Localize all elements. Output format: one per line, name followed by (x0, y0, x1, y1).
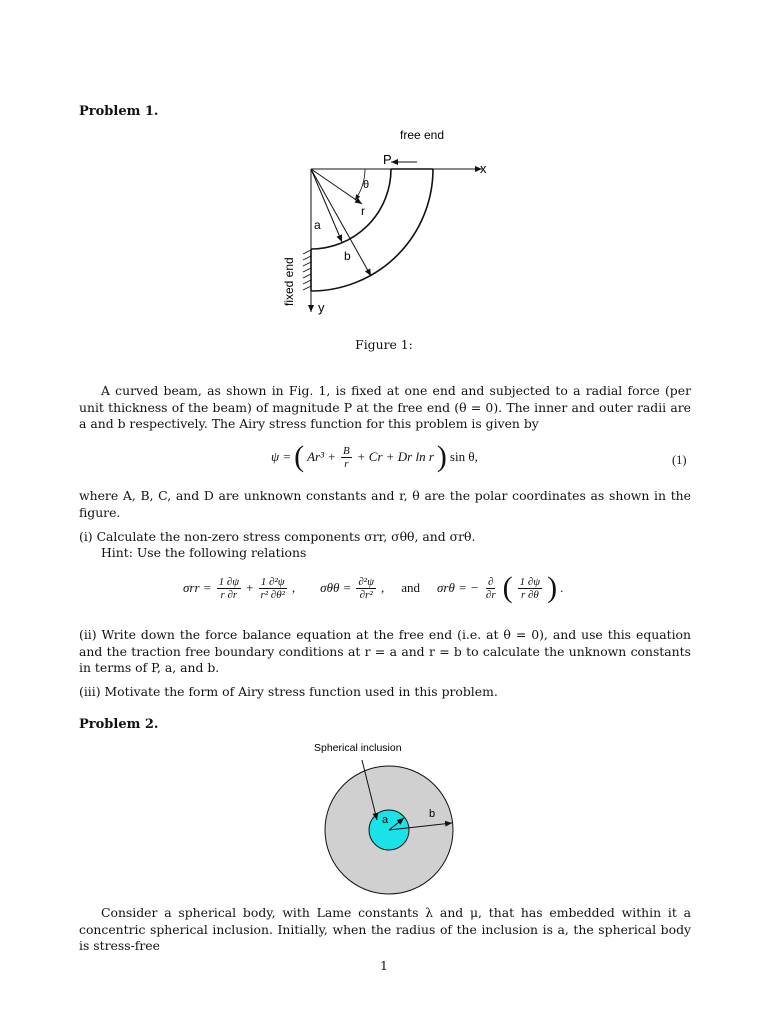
page-number: 1 (380, 958, 388, 973)
figure-2-spherical-inclusion (300, 736, 480, 896)
problem-1-hint: Hint: Use the following relations (101, 545, 307, 560)
r-label: r (361, 204, 365, 218)
fig2-a-label: a (382, 814, 389, 826)
problem-1-part-iii: (iii) Motivate the form of Airy stress function used in this problem. (79, 684, 498, 699)
fixed-end-label: fixed end (282, 257, 296, 306)
hint-f5-num: 1 ∂ψ (519, 575, 541, 588)
x-label: x (480, 161, 487, 176)
hint-f1-den: r ∂r (220, 588, 238, 601)
y-label: y (318, 300, 325, 315)
hint-frac-5 (518, 576, 543, 601)
hint-comma-2: , (380, 580, 385, 595)
hint-equations (183, 573, 563, 603)
hint-s-rt: σrθ = − (436, 580, 479, 595)
eq1-term2: + Cr + Dr ln r (356, 449, 434, 464)
theta-label: θ (363, 179, 370, 191)
hint-frac-4 (484, 576, 498, 601)
hint-comma-1: , (291, 580, 296, 595)
hint-close-paren: ) (547, 571, 558, 604)
hint-f5-den: r ∂θ (520, 588, 539, 601)
hint-f2-num: 1 ∂²ψ (260, 575, 285, 588)
hint-f4-num: ∂ (488, 575, 494, 588)
hint-f3-num: ∂²ψ (358, 575, 374, 588)
problem-1-part-i: (i) Calculate the non-zero stress components σrr, σθθ, and σrθ. (79, 529, 476, 544)
hint-s-tt: σθθ = (320, 580, 352, 595)
hint-period: . (560, 580, 564, 595)
spherical-inclusion-label: Spherical inclusion (314, 742, 402, 754)
eq1-tail: sin θ, (449, 449, 478, 464)
fixed-end-hatching (303, 250, 311, 290)
equation-1 (271, 442, 478, 472)
equation-1-number: (1) (672, 453, 687, 467)
hint-plus: + (246, 580, 254, 595)
problem-1-intro: A curved beam, as shown in Fig. 1, is fixed at one end and subjected to a radial force (per unit thickness of the beam) of magnitude P at the free end (θ = 0). The inner and outer radii are a and b respectively. The Airy stress function for this problem is given by (79, 383, 691, 431)
figure-1-caption (0, 337, 768, 352)
problem-2-text: Consider a spherical body, with Lame constants λ and μ, that has embedded within it a concentric spherical inclusion. Initially, when the radius of the inclusion is a, the spherical body is stress-free (79, 905, 691, 953)
hint-and: and (401, 580, 420, 595)
eq1-close-paren: ) (436, 440, 447, 473)
b-label: b (344, 249, 351, 263)
hint-frac-1 (217, 576, 242, 601)
problem-1-heading: Problem 1. (79, 104, 159, 119)
page-number-wrap (0, 958, 768, 973)
hint-open-paren: ( (502, 571, 513, 604)
hint-frac-3 (356, 576, 376, 601)
eq1-open-paren: ( (294, 440, 305, 473)
eq1-fraction (341, 445, 352, 470)
outer-arc (311, 169, 433, 291)
p-label: P (383, 152, 392, 167)
eq1-frac-num: B (343, 444, 350, 457)
hint-f4-den: ∂r (485, 588, 496, 601)
figure-1-curved-beam (270, 122, 510, 322)
problem-1-part-ii: (ii) Write down the force balance equation at the free end (i.e. at θ = 0), and use this equation and the traction free boundary conditions at r = a and r = b to calculate the unknown constants in terms of P, a, and b. (79, 627, 691, 675)
eq1-frac-den: r (344, 457, 349, 470)
eq1-lhs: ψ = (271, 449, 292, 464)
eq1-term1: Ar³ + (307, 449, 337, 464)
inner-arc (311, 169, 391, 249)
hint-f3-den: ∂r² (359, 588, 373, 601)
problem-1-where: where A, B, C, and D are unknown constants and r, θ are the polar coordinates as shown in the figure. (79, 488, 691, 520)
figure-1-caption-text: Figure 1: (355, 337, 413, 352)
hint-f1-num: 1 ∂ψ (218, 575, 240, 588)
a-label: a (314, 218, 321, 232)
hint-s-rr: σrr = (183, 580, 212, 595)
problem-2-heading: Problem 2. (79, 717, 159, 732)
hint-frac-2 (258, 576, 286, 601)
fig2-b-label: b (429, 808, 436, 820)
free-end-label: free end (400, 128, 445, 142)
hint-f2-den: r² ∂θ² (260, 588, 285, 601)
